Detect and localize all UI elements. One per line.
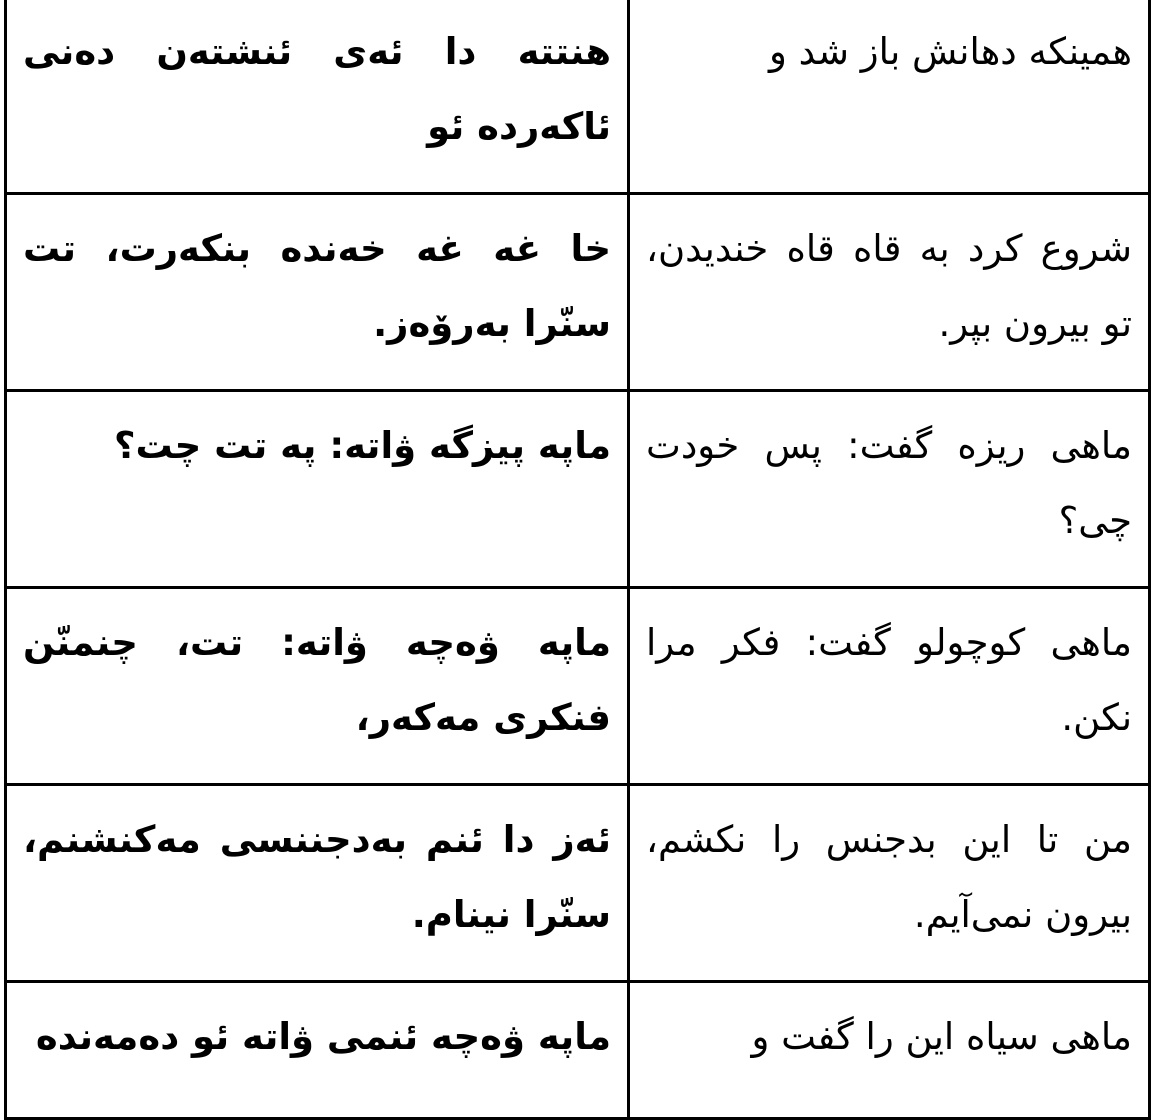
table-row (6, 391, 1150, 588)
table-row (6, 785, 1150, 982)
table-row (6, 194, 1150, 391)
kurdish-cell: هنتته دا ئەی ئنشتەن دەنی ئاکەردە ئو (6, 0, 629, 194)
table-row (6, 982, 1150, 1119)
persian-cell: ماهی ریزه گفت: پس خودت چی؟ (629, 391, 1150, 588)
persian-cell: شروع کرد به قاه قاه خندیدن، تو بیرون بپر. (629, 194, 1150, 391)
kurdish-cell: ماپه ۋەچه ئنمی ۋاته ئو دەمەندە (6, 982, 629, 1119)
kurdish-cell: ماپه پیزگه ۋاته: په تت چت؟ (6, 391, 629, 588)
persian-cell: ماهی سیاه این را گفت و (629, 982, 1150, 1119)
kurdish-cell: خا غه غه خەندە بنکەرت، تت سنّرا بەرۆەز. (6, 194, 629, 391)
kurdish-cell: ماپه ۋەچه ۋاته: تت، چنمنّن فنکری مەکەر، (6, 588, 629, 785)
table-row (6, 588, 1150, 785)
table-row (6, 0, 1150, 194)
persian-cell: ماهی کوچولو گفت: فکر مرا نکن. (629, 588, 1150, 785)
persian-cell: من تا این بدجنس را نکشم، بیرون نمی‌آیم. (629, 785, 1150, 982)
kurdish-cell: ئەز دا ئنم بەدجننسی مەکنشنم، سنّرا نینام. (6, 785, 629, 982)
bilingual-text-table (4, 0, 1151, 1120)
persian-cell: همینکه دهانش باز شد و (629, 0, 1150, 194)
